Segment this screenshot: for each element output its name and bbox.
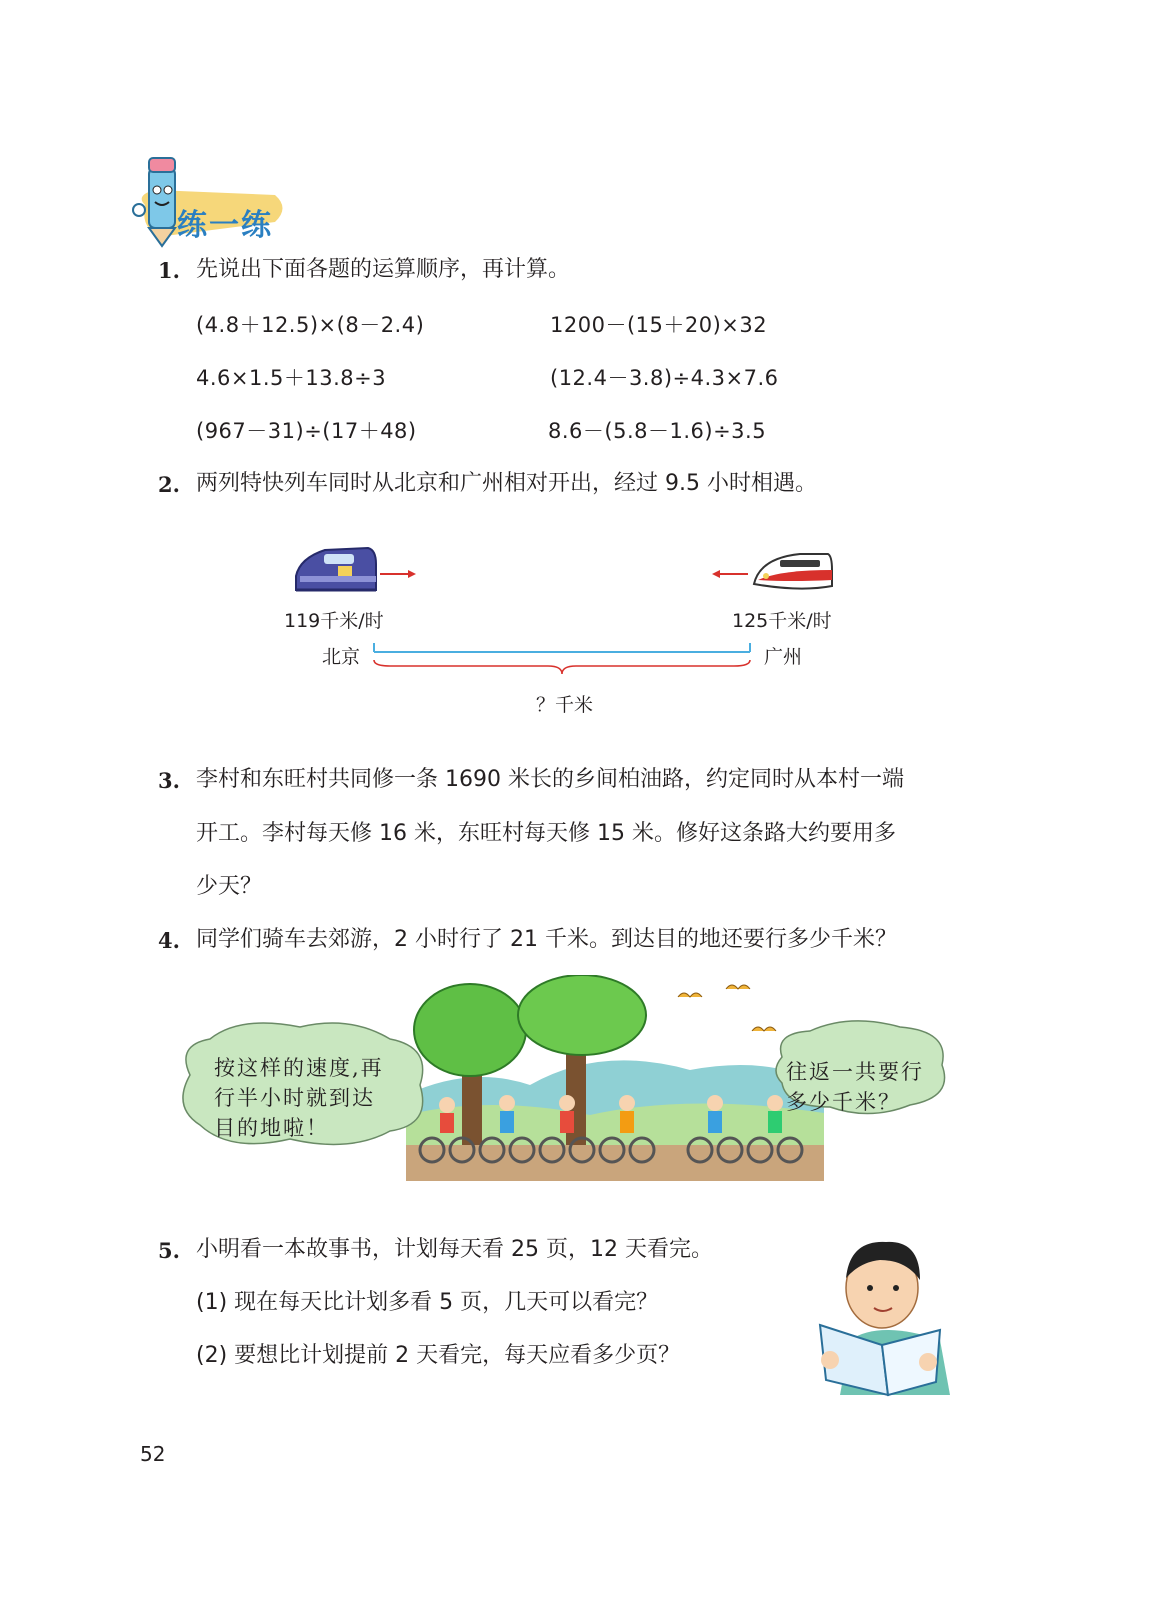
q3-line1: 李村和东旺村共同修一条 1690 米长的乡间柏油路，约定同时从本村一端 xyxy=(196,767,904,792)
q3-line2: 开工。李村每天修 16 米，东旺村每天修 15 米。修好这条路大约要用多 xyxy=(196,821,896,846)
left-bubble-line1: 按这样的速度,再 xyxy=(214,1056,384,1080)
q1-expression-1: (4.8＋12.5)×(8－2.4) xyxy=(196,313,425,337)
section-title: 练一练 xyxy=(177,208,273,243)
q3-line3: 少天？ xyxy=(196,874,263,899)
left-bubble-line3: 目的地啦！ xyxy=(214,1116,329,1140)
q1-expression-5: (967－31)÷(17＋48) xyxy=(196,419,417,443)
q1-expression-3: 4.6×1.5＋13.8÷3 xyxy=(196,366,387,390)
q5-text: 小明看一本故事书，计划每天看 25 页，12 天看完。 xyxy=(196,1237,713,1262)
q5-number: 5. xyxy=(158,1238,180,1263)
q1-expression-4: (12.4－3.8)÷4.3×7.6 xyxy=(550,366,779,390)
q5-sub1: (1) 现在每天比计划多看 5 页，几天可以看完？ xyxy=(196,1290,659,1315)
q1-expression-2: 1200－(15＋20)×32 xyxy=(550,313,768,337)
cycling-illustration xyxy=(170,975,960,1185)
left-train-icon xyxy=(296,548,376,590)
section-header xyxy=(125,150,295,250)
q1-expression-6: 8.6－(5.8－1.6)÷3.5 xyxy=(548,419,767,443)
q5-sub2: (2) 要想比计划提前 2 天看完，每天应看多少页？ xyxy=(196,1343,681,1368)
reading-boy-icon xyxy=(810,1230,960,1400)
right-bubble-line2: 多少千米？ xyxy=(786,1090,901,1114)
q1-number: 1. xyxy=(158,258,180,283)
right-bubble-line1: 往返一共要行 xyxy=(786,1060,924,1084)
q4-number: 4. xyxy=(158,928,180,953)
q2-text: 两列特快列车同时从北京和广州相对开出，经过 9.5 小时相遇。 xyxy=(196,471,817,496)
right-train-icon xyxy=(754,554,832,589)
q4-text: 同学们骑车去郊游，2 小时行了 21 千米。到达目的地还要行多少千米？ xyxy=(196,927,897,952)
q1-text: 先说出下面各题的运算顺序，再计算。 xyxy=(196,257,571,282)
q2-number: 2. xyxy=(158,472,180,497)
q3-number: 3. xyxy=(158,768,180,793)
left-bubble-line2: 行半小时就到达 xyxy=(214,1086,375,1110)
right-speed-label: 125千米/时 xyxy=(732,610,832,632)
reading-boy-illustration xyxy=(810,1230,960,1400)
right-city-label: 广州 xyxy=(764,646,803,668)
distance-brace xyxy=(374,660,750,674)
distance-label: ？千米 xyxy=(536,694,594,716)
train-diagram xyxy=(280,540,860,720)
left-city-label: 北京 xyxy=(322,646,361,668)
left-speed-label: 119千米/时 xyxy=(284,610,384,632)
page-number: 52 xyxy=(140,1442,166,1466)
